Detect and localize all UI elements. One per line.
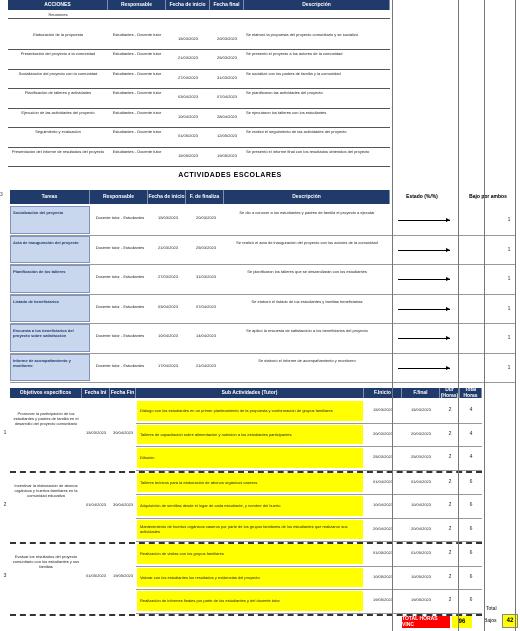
arrow-head (446, 277, 450, 281)
s3-subactividad: Diálogo con los estudiantes en un primer planteamiento de la propuesta y conformación de grupos familiares (137, 401, 363, 421)
grid-line (484, 0, 485, 631)
s1-responsable: Estudiantes - Docente tutor (112, 148, 162, 154)
s2-title: ACTIVIDADES ESCOLARES (178, 172, 282, 179)
s3-objetivo: Evaluar los resultados del proyecto comunitario con los estudiantes y sus familias (12, 554, 80, 569)
progress-arrow (398, 338, 450, 339)
s3-header-fecha-ini: Fecha Ini (82, 388, 110, 398)
s1-fecha-final: 07/04/2023 (216, 94, 238, 99)
progress-arrow (398, 279, 450, 280)
s3-fecha-ini: 01/04/2023 (85, 501, 107, 507)
arrow-head (446, 366, 450, 370)
arrow-head (446, 218, 450, 222)
s3-ffinal: 01/05/2023 (410, 550, 432, 555)
s1-fecha-inicio: 01/05/2023 (177, 133, 199, 138)
s3-dur: 2 (448, 550, 452, 556)
s2-responsable: Docente tutor - Estudiantes (95, 274, 145, 279)
row-divider (8, 88, 390, 89)
s2-fecha-fin: 07/04/2023 (195, 303, 217, 309)
grid-line (515, 0, 516, 631)
row-divider (136, 446, 482, 447)
s2-tarea: Encuesta a los beneficiarios del proyecto sobre satisfacción (10, 324, 90, 352)
s2-fecha-inicio: 03/04/2023 (157, 303, 179, 309)
s3-total: 4 (469, 407, 473, 413)
s3-dur: 2 (448, 407, 452, 413)
progress-arrow (398, 220, 450, 221)
s3-dur: 2 (448, 430, 452, 437)
s2-fecha-inicio: 10/04/2023 (157, 333, 179, 338)
s2-descripcion: Se planificaron los talleres que se desarrollarán con los estudiantes (247, 269, 367, 274)
s3-header-subactividades: Sub Actividades (Tutor) (136, 388, 364, 398)
arrow-head (446, 248, 450, 252)
s1-fecha-final: 19/05/2023 (216, 152, 238, 158)
s1-header-descripcion: Descripción (244, 0, 390, 10)
s3-subactividad: Valorar con los estudiantes los resultados y evidencias del proyecto (137, 568, 363, 588)
s3-ffinal: 25/03/2023 (410, 454, 432, 459)
s3-dur: 2 (448, 454, 452, 460)
s3-header-objetivos: Objetivos específicos (10, 388, 82, 398)
s2-responsable: Docente tutor - Estudiantes (95, 215, 145, 220)
grid-line (392, 0, 393, 631)
s3-ffinal: 20/04/2023 (410, 525, 432, 531)
arrow-head (446, 307, 450, 311)
s1-fecha-final: 20/03/2023 (216, 35, 238, 41)
row-divider (8, 166, 390, 167)
s3-ffinal: 10/04/2023 (410, 502, 432, 507)
row-divider (136, 423, 482, 424)
s1-accion: Ejecución de las actividades del proyecto (21, 109, 95, 115)
s2-fecha-inicio: 17/04/2023 (157, 362, 179, 368)
row-divider (10, 382, 515, 383)
s1-descripcion: Se presentó el proyecto a los actores de la comunidad (246, 51, 343, 56)
s3-header-ffinal: F.final (402, 388, 440, 398)
s3-total: 6 (469, 502, 473, 508)
s2-header-fecha-fin: F. de finaliza (186, 190, 224, 204)
s2-fecha-inicio: 15/03/2023 (157, 215, 179, 220)
s1-descripcion: Se elaboró la propuesta del proyecto comunitario y se socializó (246, 31, 359, 37)
s1-responsable: Estudiantes - Docente tutor (112, 129, 162, 134)
s1-fecha-final: 12/05/2023 (216, 133, 238, 138)
s3-subactividad: Realización de informes finales por parte de los estudiantes y del docente tutor (137, 591, 363, 611)
progress-arrow (398, 368, 450, 369)
s2-value: 1 (507, 335, 511, 341)
s2-header-descripcion: Descripción (224, 190, 390, 204)
s1-responsable: Estudiantes - Docente tutor (112, 31, 162, 37)
s2-descripcion: Se dio a conocer a los estudiantes y padres de familia el proyecto a ejecutar (239, 210, 375, 215)
s2-fecha-fin: 21/04/2023 (195, 362, 217, 368)
s1-descripcion: Se socializó con los padres de familia y la comunidad (246, 70, 341, 76)
s3-dur: 2 (448, 502, 452, 508)
s3-header-fecha-fin: Fecha Fin (110, 390, 135, 396)
s3-subactividad: Adquisición de semillas desde el lugar de cada estudiante, y nombre del huerto (137, 496, 363, 516)
s3-subactividad: Difusión (137, 448, 363, 468)
s1-accion: Presentación del informe de resultados del proyecto (11, 148, 105, 154)
s2-responsable: Docente tutor - Estudiantes (95, 244, 145, 250)
s1-fecha-final: 31/03/2023 (216, 74, 238, 80)
s2-descripcion: Se aplicó la encuesta de satisfacción a los beneficiarios del proyecto (246, 328, 368, 333)
s3-header (10, 388, 515, 398)
s1-header-responsable: Responsable (108, 0, 166, 10)
s1-header-acciones: ACCIONES (8, 0, 108, 10)
s3-fecha-fin: 30/04/2023 (112, 430, 134, 436)
s3-total: 6 (469, 525, 473, 532)
s2-header (10, 190, 390, 204)
s3-ffinal: 19/05/2023 (410, 597, 432, 602)
s3-ffinal: 15/03/2023 (410, 407, 432, 412)
s3-finicio: 20/03/2023 (372, 430, 394, 436)
s2-fecha-fin: 20/03/2023 (195, 215, 217, 220)
total-hours-value: 96 (452, 616, 472, 628)
s3-fecha-ini: 01/05/2023 (85, 573, 107, 579)
s3-total: 4 (469, 430, 473, 437)
s2-fecha-fin: 25/03/2023 (195, 244, 217, 250)
s2-tarea: Informe de acompañamiento y monitoreo (10, 354, 90, 382)
s1-accion: Socialización del proyecto con la comunidad (18, 70, 98, 76)
s2-tarea: Planificación de los talleres (10, 265, 90, 293)
s3-dur: 2 (448, 525, 452, 532)
s3-finicio: 25/03/2023 (372, 454, 394, 459)
s3-header-dur: Dur (Horas) (440, 387, 459, 399)
s1-fecha-inicio: 10/04/2023 (177, 113, 199, 119)
row-divider (136, 589, 482, 590)
s2-descripcion: Se realizó el acta de inauguración del proyecto con los actores de la comunidad (236, 239, 378, 245)
row-divider (8, 127, 390, 128)
s3-objetivo: Promover la participación de los estudiantes y padres de familia en el desarrollo del proyecto comunitario (13, 411, 79, 426)
s3-finicio: 01/05/2023 (372, 550, 394, 555)
s1-fecha-inicio: 15/03/2023 (177, 35, 199, 41)
s3-fecha-fin: 19/05/2023 (112, 573, 134, 579)
row-divider (8, 18, 390, 19)
s3-group-index: 2 (3, 501, 7, 508)
s3-dur: 2 (448, 573, 452, 580)
row-divider (8, 49, 390, 50)
s3-group-index: 1 (3, 430, 7, 437)
s3-header-total: Total Horas (460, 388, 482, 398)
right-label: Bajos (484, 618, 497, 624)
s3-dur: 2 (448, 478, 452, 485)
s1-accion: Planificación de talleres y actividades (24, 90, 92, 95)
s1-accion: Seguimiento y evaluación (35, 129, 81, 134)
s1-header-fecha-final: Fecha final (210, 0, 244, 10)
row-divider (136, 518, 482, 519)
s3-finicio: 10/04/2023 (372, 502, 394, 507)
s2-responsable: Docente tutor - Estudiantes (95, 333, 145, 338)
s3-ffinal: 20/03/2023 (410, 430, 432, 436)
s3-subactividad: Talleres de capacitación sobre alimentación y nutrición a los estudiantes participantes (137, 425, 363, 445)
s2-value: 1 (507, 217, 511, 223)
row-divider (8, 69, 390, 70)
s2-value: 1 (507, 305, 511, 312)
s3-header-finicio: F.Inicio (364, 388, 402, 398)
s3-fecha-fin: 30/04/2023 (112, 501, 134, 507)
s2-descripcion: Se elaboró el listado de los estudiantes y familias beneficiarias (251, 298, 363, 304)
s1-accion: Reuniones (48, 12, 68, 17)
s3-objetivo: Incentivar la elaboración de abonos orgánicos y huertos familiares en la comunidad educativa (14, 482, 78, 498)
s3-total: 6 (469, 478, 473, 485)
s3-finicio: 10/05/2023 (372, 573, 394, 579)
s1-fecha-inicio: 03/04/2023 (177, 94, 199, 99)
s3-total: 6 (469, 597, 473, 603)
s1-responsable: Estudiantes - Docente tutor (112, 90, 162, 95)
s3-subactividad: Talleres teóricos para la elaboración de abonos orgánicos caseros (137, 473, 363, 493)
s3-finicio: 15/03/2023 (372, 407, 394, 412)
s1-responsable: Estudiantes - Docente tutor (112, 109, 162, 115)
s2-fecha-inicio: 21/03/2023 (157, 244, 179, 250)
s1-accion: Elaboración de la propuesta (33, 31, 83, 37)
progress-arrow (398, 250, 450, 251)
s1-fecha-inicio: 21/03/2023 (177, 55, 199, 60)
s1-descripcion: Se presentó el informe final con los resultados obtenidos del proyecto (246, 148, 370, 154)
s3-total: 6 (469, 550, 473, 556)
s2-tarea: Listado de beneficiarios (10, 295, 90, 323)
s3-finicio: 20/04/2023 (372, 525, 394, 531)
s1-fecha-inicio: 15/05/2023 (177, 152, 199, 158)
s3-subactividad: Realización de visitas con los grupos familiares (137, 544, 363, 564)
s3-dur: 2 (448, 597, 452, 603)
grid-line (458, 0, 459, 631)
s3-finicio: 19/05/2023 (372, 597, 394, 602)
s3-group-index: 3 (3, 573, 7, 580)
right-value: 42 (502, 614, 518, 628)
s1-responsable: Estudiantes - Docente tutor (112, 70, 162, 76)
s3-total: 6 (469, 573, 473, 580)
arrow-head (446, 336, 450, 340)
s3-subactividad: Mantenimiento de huertos orgánicos caseros por parte de los grupos familiares de los estudiantes que realizaron sus actividades (137, 520, 363, 540)
s2-header-bajo: Bajo por ambos (469, 194, 507, 200)
s2-value: 1 (507, 276, 511, 282)
s3-ffinal: 10/05/2023 (410, 573, 432, 579)
row-divider (8, 108, 390, 109)
s2-value: 1 (507, 364, 511, 371)
s1-fecha-final: 28/04/2023 (216, 113, 238, 119)
s1-descripcion: Se planificaron las actividades del proyecto (246, 90, 323, 95)
s2-responsable: Docente tutor - Estudiantes (95, 303, 145, 309)
s3-fecha-ini: 15/03/2023 (85, 430, 107, 436)
row-divider (136, 566, 482, 567)
s3-total: 4 (469, 454, 473, 460)
row-divider (8, 147, 390, 148)
s1-accion: Presentación del proyecto a la comunidad (20, 51, 96, 56)
total-hours-label: TOTAL HORAS VINC (402, 616, 450, 628)
s2-header-tareas: Tareas (10, 190, 90, 204)
s3-ffinal: 01/04/2023 (410, 478, 432, 484)
s1-responsable: Estudiantes - Docente tutor (112, 51, 162, 56)
s2-descripcion: Se elaboró el informe de acompañamiento y monitoreo (258, 357, 356, 363)
progress-arrow (398, 309, 450, 310)
s2-fecha-inicio: 27/03/2023 (157, 274, 179, 279)
s2-header-estado: Estado (%/%) (406, 194, 438, 200)
s1-header-fecha-inicio: Fecha de inicio (166, 0, 210, 10)
s2-fecha-fin: 14/04/2023 (195, 333, 217, 338)
s3-finicio: 01/04/2023 (372, 478, 394, 484)
row-divider (136, 494, 482, 495)
s1-fecha-final: 25/03/2023 (216, 55, 238, 60)
total-side-label: Total (486, 606, 497, 612)
s1-descripcion: Se ejecutaron los talleres con los estudiantes (246, 109, 327, 115)
s1-fecha-inicio: 27/03/2023 (177, 74, 199, 80)
s2-fecha-fin: 31/03/2023 (195, 274, 217, 279)
s2-header-responsable: Responsable (90, 190, 148, 204)
s2-left-marker: 3 (0, 192, 3, 198)
s2-value: 1 (507, 246, 511, 253)
s2-tarea: Acta de inauguración del proyecto (10, 236, 90, 264)
s2-header-fecha-inicio: Fecha de inicio (148, 190, 186, 204)
s2-tarea: Socialización del proyecto (10, 206, 90, 234)
s2-responsable: Docente tutor - Estudiantes (95, 362, 145, 368)
s1-descripcion: Se realizó el seguimiento de las actividades del proyecto (246, 129, 347, 134)
